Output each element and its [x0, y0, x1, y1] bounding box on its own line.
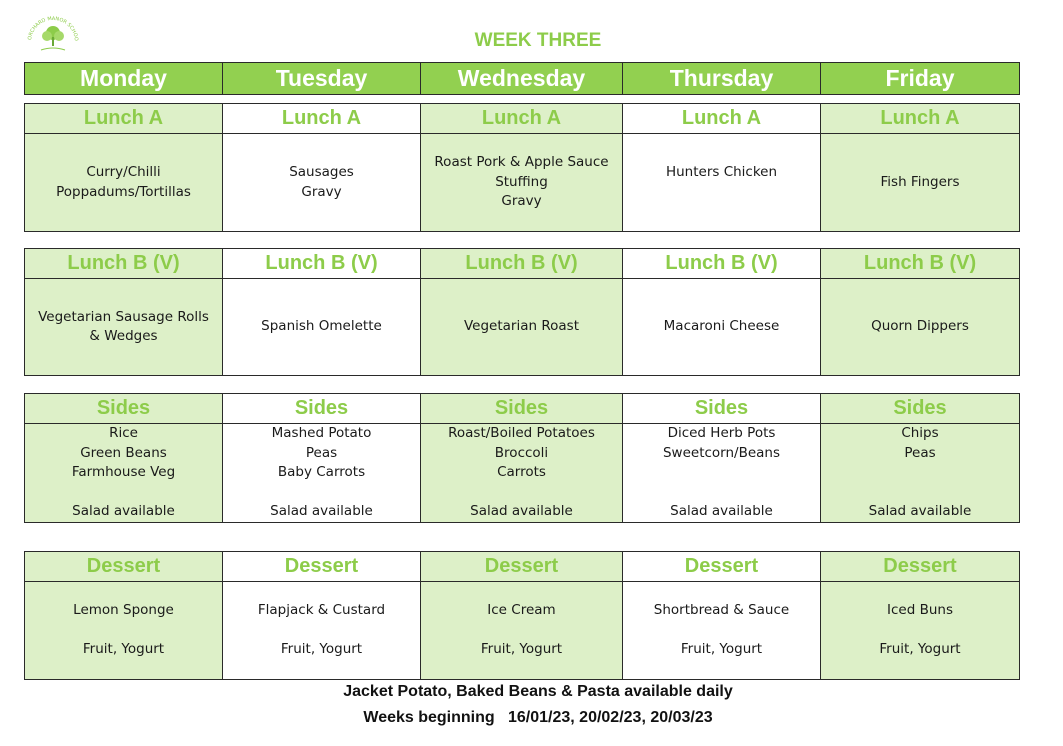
menu-item: Ice Cream [487, 602, 556, 619]
menu-item: Stuffing [495, 173, 548, 190]
lunch-a-heading: Lunch A [821, 104, 1020, 134]
menu-item: Poppadums/Tortillas [56, 183, 191, 200]
lunch-b-heading: Lunch B (V) [623, 249, 821, 279]
page-title: WEEK THREE [474, 30, 602, 51]
sides-table [24, 393, 1020, 523]
dessert-heading: Dessert [623, 552, 821, 582]
lunch-b-monday [25, 279, 223, 376]
menu-item: Roast/Boiled Potatoes [448, 425, 595, 441]
lunch-a-heading: Lunch A [25, 104, 223, 134]
fruit-note: Fruit, Yogurt [480, 641, 563, 658]
menu-item: Vegetarian Sausage Rolls [38, 308, 209, 325]
fruit-note: Fruit, Yogurt [280, 641, 363, 658]
menu-item: Spanish Omelette [261, 318, 382, 335]
dessert-tuesday [223, 582, 421, 680]
day-tuesday: Tuesday [223, 63, 421, 95]
salad-note: Salad available [270, 503, 373, 519]
dessert-wednesday [421, 582, 623, 680]
sides-heading: Sides [623, 394, 821, 424]
lunch-b-heading: Lunch B (V) [25, 249, 223, 279]
weeks-beginning-note: Weeks beginning 16/01/23, 20/02/23, 20/03/23 [363, 709, 713, 726]
sides-heading: Sides [223, 394, 421, 424]
lunch-b-thursday [623, 279, 821, 376]
daily-availability-note: Jacket Potato, Baked Beans & Pasta available daily [343, 683, 733, 700]
lunch-a-thursday [623, 134, 821, 232]
fruit-note: Fruit, Yogurt [680, 641, 763, 658]
salad-note: Salad available [868, 503, 972, 519]
lunch-b-friday [821, 279, 1020, 376]
salad-note: Salad available [670, 503, 773, 519]
menu-item: Baby Carrots [277, 464, 366, 480]
menu-item: Rice [109, 425, 138, 441]
sides-monday [25, 424, 223, 523]
lunch-a-heading: Lunch A [421, 104, 623, 134]
day-friday: Friday [821, 63, 1020, 95]
sides-heading: Sides [25, 394, 223, 424]
salad-note: Salad available [470, 503, 573, 519]
lunch-b-heading: Lunch B (V) [421, 249, 623, 279]
menu-item: Gravy [301, 183, 342, 200]
menu-item: Curry/Chilli [86, 164, 161, 180]
lunch-a-friday [821, 134, 1020, 232]
menu-item: Iced Buns [887, 602, 953, 619]
dessert-friday [821, 582, 1020, 680]
dessert-heading: Dessert [421, 552, 623, 582]
menu-item: Gravy [501, 193, 542, 210]
dessert-table [24, 551, 1020, 680]
menu-item: Vegetarian Roast [464, 318, 579, 335]
menu-item: Quorn Dippers [871, 318, 969, 335]
salad-note: Salad available [72, 503, 175, 519]
lunch-b-heading: Lunch B (V) [821, 249, 1020, 279]
day-thursday: Thursday [623, 63, 821, 95]
menu-item: Peas [904, 444, 936, 461]
menu-item: Peas [305, 444, 338, 461]
sides-tuesday [223, 424, 421, 523]
lunch-b-heading: Lunch B (V) [223, 249, 421, 279]
lunch-a-monday [25, 134, 223, 232]
menu-item: Green Beans [80, 444, 167, 461]
menu-item: Diced Herb Pots [667, 425, 776, 441]
menu-item: Chips [901, 425, 939, 441]
lunch-b-table [24, 248, 1020, 376]
menu-item: Mashed Potato [271, 425, 372, 441]
lunch-a-wednesday [421, 134, 623, 232]
lunch-a-table [24, 103, 1020, 232]
sides-wednesday [421, 424, 623, 523]
dessert-heading: Dessert [223, 552, 421, 582]
menu-item: Roast Pork & Apple Sauce [434, 154, 609, 171]
menu-item: Hunters Chicken [665, 164, 778, 180]
logo-text: ORCHARD MANOR SCHOO [27, 15, 80, 42]
day-wednesday: Wednesday [421, 63, 623, 95]
day-monday: Monday [25, 63, 223, 95]
menu-item: Shortbread & Sauce [653, 602, 790, 619]
menu-item: Sausages [289, 164, 354, 180]
sides-friday [821, 424, 1020, 523]
dessert-thursday [623, 582, 821, 680]
menu-item: Sweetcorn/Beans [662, 444, 781, 461]
menu-item: & Wedges [89, 328, 158, 344]
menu-item: Fish Fingers [880, 173, 960, 190]
menu-item: Carrots [497, 464, 546, 480]
dessert-monday [25, 582, 223, 680]
dessert-heading: Dessert [25, 552, 223, 582]
lunch-a-heading: Lunch A [623, 104, 821, 134]
menu-item: Macaroni Cheese [663, 318, 780, 335]
lunch-b-tuesday [223, 279, 421, 376]
day-header-table [24, 62, 1020, 95]
sides-heading: Sides [821, 394, 1020, 424]
menu-item: Flapjack & Custard [257, 602, 386, 619]
dessert-heading: Dessert [821, 552, 1020, 582]
lunch-b-wednesday [421, 279, 623, 376]
lunch-a-tuesday [223, 134, 421, 232]
sides-thursday [623, 424, 821, 523]
lunch-a-heading: Lunch A [223, 104, 421, 134]
sides-heading: Sides [421, 394, 623, 424]
fruit-note: Fruit, Yogurt [82, 641, 165, 658]
fruit-note: Fruit, Yogurt [879, 641, 961, 658]
menu-item: Farmhouse Veg [71, 464, 176, 480]
menu-item: Broccoli [494, 444, 549, 461]
menu-item: Lemon Sponge [73, 602, 174, 619]
